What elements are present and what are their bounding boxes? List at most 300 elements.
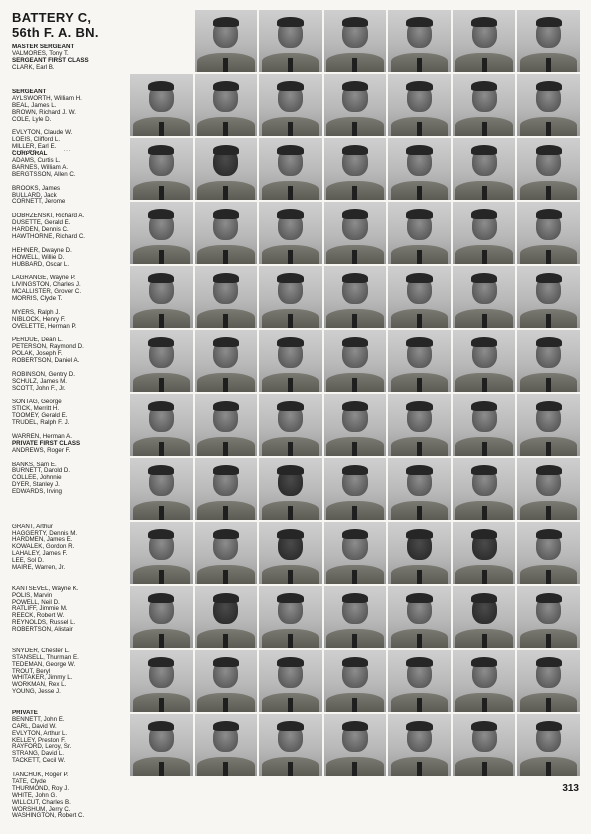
given-name: William A. bbox=[39, 163, 69, 171]
given-name: Henry F. bbox=[40, 315, 66, 323]
surname: TANCHUK, bbox=[12, 772, 44, 779]
surname: LOEIS, bbox=[12, 136, 32, 144]
portrait-tie bbox=[417, 698, 422, 712]
portrait-photo bbox=[195, 10, 258, 72]
portrait-photo bbox=[453, 330, 516, 392]
portrait-hair bbox=[471, 145, 497, 155]
portrait-hair bbox=[406, 401, 432, 411]
given-name: Earl E. bbox=[36, 143, 57, 151]
portrait-tie bbox=[288, 186, 293, 200]
rank-heading: PRIVATE bbox=[12, 709, 38, 716]
portrait-tie bbox=[417, 762, 422, 776]
portrait-hair bbox=[213, 17, 239, 27]
surname: MAIRE, bbox=[12, 564, 34, 572]
portrait-hair bbox=[342, 17, 368, 27]
portrait-photo bbox=[324, 74, 387, 136]
given-name: Jimmy L. bbox=[45, 674, 73, 682]
portrait-hair bbox=[148, 721, 174, 731]
portrait-hair bbox=[536, 145, 562, 155]
given-name: Grover C. bbox=[52, 288, 82, 296]
given-name: Charles J. bbox=[51, 281, 81, 289]
given-name: Clyde bbox=[28, 777, 47, 785]
portrait-hair bbox=[277, 273, 303, 283]
surname: DOBRZENSKI, bbox=[12, 213, 54, 220]
portrait-photo bbox=[130, 266, 193, 328]
portrait-tie bbox=[159, 122, 164, 136]
portrait-photo bbox=[259, 330, 322, 392]
given-name: James E. bbox=[45, 536, 73, 544]
surname: HARDEN, bbox=[12, 226, 40, 233]
surname: HAGGERTY, bbox=[12, 529, 48, 537]
portrait-photo bbox=[259, 202, 322, 264]
surname: HUBBARD, bbox=[12, 260, 44, 268]
portrait-tie bbox=[482, 186, 487, 200]
photo-grid bbox=[130, 10, 580, 776]
surname: MORRIS, bbox=[12, 295, 39, 302]
portrait-tie bbox=[159, 634, 164, 648]
given-name: Marvin bbox=[31, 591, 53, 599]
portrait-tie bbox=[352, 570, 357, 584]
surname: PETERSON, bbox=[12, 343, 48, 351]
portrait-photo bbox=[195, 714, 258, 776]
portrait-tie bbox=[352, 506, 357, 520]
given-name: Herman P. bbox=[46, 322, 77, 330]
given-name: Richard A. bbox=[53, 213, 85, 220]
portrait-tie bbox=[288, 634, 293, 648]
portrait-hair bbox=[406, 593, 432, 603]
portrait-photo bbox=[130, 202, 193, 264]
portrait-hair bbox=[213, 465, 239, 475]
portrait-photo bbox=[259, 74, 322, 136]
given-name: Sol D. bbox=[25, 557, 44, 565]
portrait-hair bbox=[148, 273, 174, 283]
portrait-photo bbox=[195, 458, 258, 520]
given-name: Joseph F. bbox=[34, 350, 63, 358]
portrait-photo bbox=[259, 458, 322, 520]
portrait-hair bbox=[213, 593, 239, 603]
portrait-tie bbox=[482, 698, 487, 712]
portrait-photo bbox=[130, 522, 193, 584]
portrait-photo bbox=[453, 138, 516, 200]
given-name: William H. bbox=[52, 94, 82, 102]
surname: COLE, bbox=[12, 115, 31, 123]
portrait-photo bbox=[195, 266, 258, 328]
portrait-photo bbox=[195, 202, 258, 264]
portrait-hair bbox=[148, 593, 174, 603]
portrait-tie bbox=[482, 58, 487, 72]
portrait-photo bbox=[388, 394, 451, 456]
portrait-tie bbox=[417, 634, 422, 648]
surname: TOOMEY, bbox=[12, 412, 40, 420]
page-number: 313 bbox=[562, 783, 579, 794]
portrait-hair bbox=[471, 209, 497, 219]
given-name: John G. bbox=[33, 791, 58, 799]
portrait-tie bbox=[546, 186, 551, 200]
portrait-tie bbox=[482, 250, 487, 264]
portrait-photo bbox=[388, 202, 451, 264]
portrait-photo bbox=[195, 522, 258, 584]
portrait-tie bbox=[159, 698, 164, 712]
surname: BURNETT, bbox=[12, 467, 43, 475]
portrait-tie bbox=[223, 698, 228, 712]
surname: CARL, bbox=[12, 722, 31, 730]
portrait-photo bbox=[324, 522, 387, 584]
given-name: Willie D. bbox=[39, 253, 65, 261]
portrait-photo bbox=[517, 330, 580, 392]
given-name: Preston F. bbox=[36, 736, 66, 744]
surname: MILLER, bbox=[12, 143, 37, 151]
given-name: Clyde T. bbox=[38, 295, 63, 302]
portrait-photo bbox=[259, 586, 322, 648]
portrait-photo bbox=[259, 714, 322, 776]
surname: STANSELL, bbox=[12, 653, 45, 661]
given-name: David W. bbox=[30, 722, 57, 730]
portrait-hair bbox=[148, 529, 174, 539]
portrait-hair bbox=[406, 529, 432, 539]
portrait-photo bbox=[324, 330, 387, 392]
surname: TACKETT, bbox=[12, 757, 41, 765]
portrait-photo bbox=[453, 586, 516, 648]
portrait-hair bbox=[471, 657, 497, 667]
portrait-photo bbox=[388, 714, 451, 776]
portrait-tie bbox=[352, 762, 357, 776]
surname: ANDREWS, bbox=[12, 446, 46, 454]
surname: WHITAKER, bbox=[12, 674, 46, 682]
surname: EVLYTON, bbox=[12, 129, 43, 137]
portrait-photo bbox=[195, 74, 258, 136]
portrait-hair bbox=[277, 145, 303, 155]
surname: HAWTHORNE, bbox=[12, 232, 55, 240]
portrait-photo bbox=[388, 266, 451, 328]
portrait-photo bbox=[324, 394, 387, 456]
portrait-photo bbox=[388, 650, 451, 712]
given-name: Rex L. bbox=[46, 681, 67, 689]
portrait-photo bbox=[195, 138, 258, 200]
portrait-tie bbox=[288, 442, 293, 456]
surname: DUSETTE, bbox=[12, 219, 43, 227]
roster-name bbox=[12, 813, 192, 820]
rank-heading: PRIVATE FIRST CLASS bbox=[12, 439, 81, 447]
portrait-hair bbox=[536, 721, 562, 731]
portrait-hair bbox=[277, 337, 303, 347]
surname: AYLSWORTH, bbox=[12, 94, 53, 102]
surname: KANTSEVEL, bbox=[12, 585, 51, 592]
given-name: Cecil W. bbox=[40, 757, 66, 765]
portrait-tie bbox=[352, 698, 357, 712]
portrait-hair bbox=[342, 657, 368, 667]
given-name: Sam E. bbox=[34, 461, 57, 468]
rank-heading: MASTER SERGEANT bbox=[12, 44, 75, 50]
portrait-hair bbox=[342, 81, 368, 91]
surname: TROUT, bbox=[12, 667, 35, 675]
given-name: Herman A. bbox=[41, 433, 72, 440]
surname: WARREN, bbox=[12, 433, 41, 440]
portrait-tie bbox=[417, 186, 422, 200]
portrait-tie bbox=[417, 58, 422, 72]
portrait-tie bbox=[352, 314, 357, 328]
given-name: Chester L. bbox=[39, 647, 70, 654]
given-name: Jack bbox=[42, 191, 57, 199]
portrait-hair bbox=[277, 593, 303, 603]
portrait-tie bbox=[223, 634, 228, 648]
portrait-hair bbox=[213, 81, 239, 91]
portrait-photo bbox=[195, 394, 258, 456]
portrait-hair bbox=[277, 657, 303, 667]
portrait-photo bbox=[517, 202, 580, 264]
portrait-hair bbox=[406, 273, 432, 283]
portrait-tie bbox=[159, 314, 164, 328]
given-name: Roy J. bbox=[49, 784, 70, 792]
portrait-tie bbox=[546, 762, 551, 776]
portrait-hair bbox=[148, 657, 174, 667]
portrait-photo bbox=[259, 650, 322, 712]
portrait-tie bbox=[352, 122, 357, 136]
given-name: John E. bbox=[41, 715, 65, 723]
portrait-photo bbox=[517, 714, 580, 776]
portrait-hair bbox=[536, 81, 562, 91]
portrait-tie bbox=[417, 378, 422, 392]
portrait-photo bbox=[259, 10, 322, 72]
portrait-tie bbox=[288, 570, 293, 584]
portrait-hair bbox=[471, 337, 497, 347]
portrait-photo bbox=[453, 266, 516, 328]
portrait-hair bbox=[148, 465, 174, 475]
portrait-photo bbox=[130, 586, 193, 648]
portrait-hair bbox=[148, 145, 174, 155]
portrait-photo bbox=[324, 586, 387, 648]
portrait-hair bbox=[406, 17, 432, 27]
given-name: Leroy, Sr. bbox=[43, 743, 72, 751]
portrait-hair bbox=[406, 465, 432, 475]
portrait-photo bbox=[324, 714, 387, 776]
portrait-hair bbox=[277, 721, 303, 731]
portrait-hair bbox=[471, 593, 497, 603]
portrait-hair bbox=[536, 337, 562, 347]
portrait-photo bbox=[517, 522, 580, 584]
given-name: Dean L. bbox=[39, 337, 63, 344]
portrait-hair bbox=[536, 209, 562, 219]
given-name: Irving bbox=[45, 488, 62, 496]
portrait-photo bbox=[130, 394, 193, 456]
surname: SNYDER, bbox=[12, 647, 40, 654]
portrait-photo bbox=[453, 458, 516, 520]
surname: POLAK, bbox=[12, 350, 35, 358]
given-name: David L. bbox=[39, 750, 64, 758]
surname: VALMORES, bbox=[12, 49, 48, 57]
portrait-hair bbox=[342, 465, 368, 475]
portrait-hair bbox=[148, 401, 174, 411]
surname: POWELL, bbox=[12, 598, 40, 606]
given-name: Allen C. bbox=[52, 170, 76, 178]
portrait-tie bbox=[159, 186, 164, 200]
portrait-tie bbox=[482, 122, 487, 136]
given-name: Raymond D. bbox=[47, 343, 84, 351]
portrait-tie bbox=[352, 378, 357, 392]
surname: SCHULZ, bbox=[12, 377, 39, 385]
surname: REECK, bbox=[12, 612, 36, 620]
given-name: Merritt H. bbox=[31, 405, 60, 413]
portrait-hair bbox=[471, 529, 497, 539]
given-name: Wayne P. bbox=[48, 275, 76, 282]
surname: BROWN, bbox=[12, 108, 38, 116]
given-name: James L. bbox=[29, 101, 57, 109]
portrait-hair bbox=[406, 209, 432, 219]
portrait-photo bbox=[517, 10, 580, 72]
given-name: Stanley J. bbox=[30, 481, 60, 489]
portrait-photo bbox=[259, 266, 322, 328]
portrait-tie bbox=[223, 186, 228, 200]
portrait-photo bbox=[259, 522, 322, 584]
given-name: Ralph F. J. bbox=[38, 419, 70, 427]
portrait-hair bbox=[213, 209, 239, 219]
surname: TEDEMAN, bbox=[12, 660, 44, 668]
given-name: Dennis M. bbox=[47, 529, 78, 537]
portrait-tie bbox=[546, 634, 551, 648]
portrait-photo bbox=[517, 394, 580, 456]
given-name: Claude W. bbox=[42, 129, 73, 137]
given-name: Oscar L. bbox=[43, 260, 70, 268]
surname: YOUNG, bbox=[12, 688, 37, 696]
portrait-photo bbox=[453, 74, 516, 136]
portrait-tie bbox=[546, 570, 551, 584]
given-name: Gerald E. bbox=[39, 412, 68, 420]
given-name: Jimmie M. bbox=[37, 605, 68, 613]
portrait-hair bbox=[148, 209, 174, 219]
given-name: Wayne K. bbox=[50, 585, 79, 592]
portrait-hair bbox=[536, 465, 562, 475]
surname: EDWARDS, bbox=[12, 488, 46, 496]
portrait-photo bbox=[324, 202, 387, 264]
given-name: Dennis C. bbox=[39, 226, 69, 233]
portrait-hair bbox=[536, 17, 562, 27]
portrait-tie bbox=[159, 762, 164, 776]
given-name: Neil D. bbox=[39, 598, 60, 606]
portrait-hair bbox=[536, 593, 562, 603]
portrait-hair bbox=[342, 273, 368, 283]
portrait-photo bbox=[324, 650, 387, 712]
portrait-photo bbox=[259, 138, 322, 200]
given-name: Robert W. bbox=[35, 612, 65, 620]
portrait-tie bbox=[223, 506, 228, 520]
surname: KELLEY, bbox=[12, 736, 37, 744]
given-name: James F. bbox=[40, 550, 68, 558]
rank-heading: SERGEANT FIRST CLASS bbox=[12, 56, 89, 64]
portrait-tie bbox=[546, 122, 551, 136]
surname: EVLYTON, bbox=[12, 729, 43, 737]
portrait-hair bbox=[342, 721, 368, 731]
surname: POLIS, bbox=[12, 591, 32, 599]
surname: RAYFORD, bbox=[12, 743, 44, 751]
surname: WHITE, bbox=[12, 791, 34, 799]
portrait-tie bbox=[288, 250, 293, 264]
portrait-hair bbox=[213, 145, 239, 155]
portrait-hair bbox=[213, 721, 239, 731]
surname: ROBINSON, bbox=[12, 370, 47, 378]
portrait-photo bbox=[453, 650, 516, 712]
surname: THURMOND, bbox=[12, 784, 50, 792]
portrait-tie bbox=[546, 442, 551, 456]
portrait-photo bbox=[388, 74, 451, 136]
portrait-photo bbox=[130, 74, 193, 136]
surname: KOWALEK, bbox=[12, 543, 45, 551]
portrait-tie bbox=[546, 250, 551, 264]
surname: TATE, bbox=[12, 777, 29, 785]
portrait-tie bbox=[352, 58, 357, 72]
portrait-hair bbox=[277, 209, 303, 219]
portrait-hair bbox=[342, 401, 368, 411]
portrait-photo bbox=[453, 202, 516, 264]
portrait-hair bbox=[213, 401, 239, 411]
portrait-photo bbox=[517, 266, 580, 328]
surname: BULLARD, bbox=[12, 191, 43, 199]
portrait-tie bbox=[546, 378, 551, 392]
portrait-hair bbox=[536, 657, 562, 667]
portrait-photo bbox=[130, 458, 193, 520]
surname: BROOKS, bbox=[12, 184, 41, 192]
portrait-tie bbox=[288, 314, 293, 328]
portrait-hair bbox=[342, 593, 368, 603]
given-name: Ralph J. bbox=[35, 308, 61, 316]
portrait-tie bbox=[352, 186, 357, 200]
portrait-photo bbox=[453, 714, 516, 776]
portrait-photo bbox=[324, 458, 387, 520]
rank-heading: SERGEANT bbox=[12, 89, 47, 95]
portrait-photo bbox=[195, 586, 258, 648]
surname: BANKS, bbox=[12, 461, 35, 468]
surname: BERGTSSON, bbox=[12, 170, 53, 178]
portrait-tie bbox=[352, 250, 357, 264]
given-name: Jerome bbox=[42, 198, 66, 206]
portrait-photo bbox=[453, 10, 516, 72]
portrait-tie bbox=[482, 314, 487, 328]
surname: LAGRANGE, bbox=[12, 275, 49, 282]
rank-heading: CORPORAL bbox=[12, 151, 48, 158]
portrait-tie bbox=[417, 442, 422, 456]
portrait-photo bbox=[324, 10, 387, 72]
portrait-tie bbox=[223, 378, 228, 392]
portrait-photo bbox=[388, 138, 451, 200]
given-name: James M. bbox=[38, 377, 68, 385]
portrait-hair bbox=[471, 81, 497, 91]
given-name: Roger F. bbox=[45, 446, 71, 454]
roster-group bbox=[12, 772, 192, 834]
portrait-hair bbox=[406, 721, 432, 731]
portrait-tie bbox=[288, 762, 293, 776]
portrait-tie bbox=[288, 58, 293, 72]
portrait-photo bbox=[388, 458, 451, 520]
portrait-tie bbox=[288, 698, 293, 712]
portrait-tie bbox=[223, 762, 228, 776]
given-name: Richard J. W. bbox=[37, 108, 76, 116]
portrait-tie bbox=[159, 378, 164, 392]
portrait-photo bbox=[130, 714, 193, 776]
photo-panel bbox=[130, 10, 580, 776]
portrait-hair bbox=[406, 81, 432, 91]
portrait-hair bbox=[342, 145, 368, 155]
portrait-tie bbox=[223, 570, 228, 584]
portrait-tie bbox=[482, 570, 487, 584]
given-name: Thurman E. bbox=[44, 653, 79, 661]
portrait-tie bbox=[482, 378, 487, 392]
given-name: Jerry C. bbox=[47, 805, 71, 813]
given-name: Jesse J. bbox=[36, 688, 61, 696]
surname: MCALLISTER, bbox=[12, 288, 53, 296]
portrait-hair bbox=[471, 721, 497, 731]
given-name: Lyle D. bbox=[30, 115, 52, 123]
portrait-hair bbox=[406, 145, 432, 155]
given-name: Russel L. bbox=[47, 619, 76, 627]
unit-title-line1: BATTERY C, bbox=[12, 10, 92, 25]
